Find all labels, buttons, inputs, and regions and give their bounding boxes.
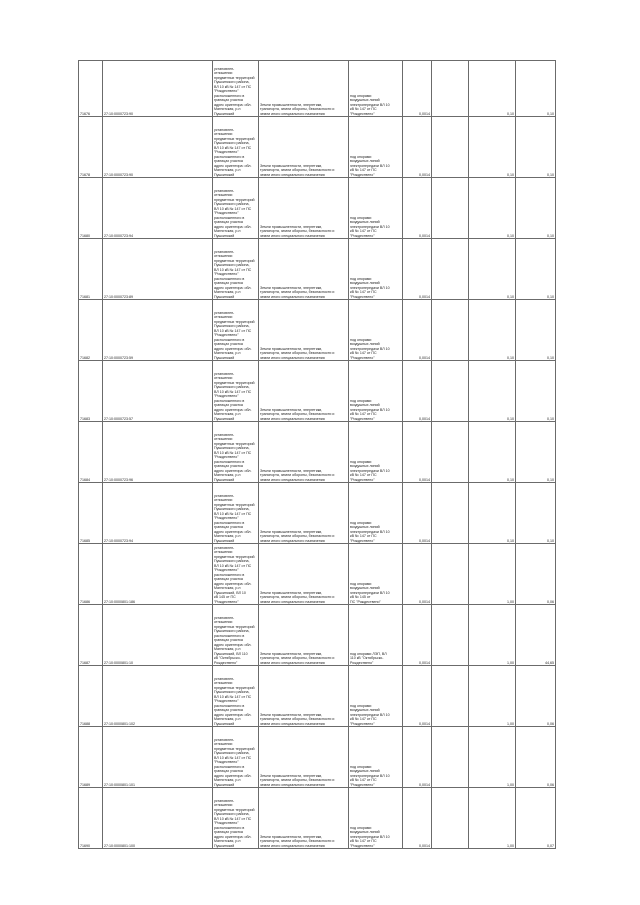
row-number: 71689: [79, 727, 103, 788]
permitted-use: под опорами воздушных линий электропередачи ВЛ 10 кВ № 147 от ПС "Рождествено": [349, 422, 403, 483]
empty-cell: [432, 544, 469, 605]
permitted-use: под опорами воздушных линий электропередачи ВЛ 10 кВ № 147 от ПС "Рождествено": [349, 239, 403, 300]
land-category: Земли промышленности, энергетики, транспорта, земли обороны, безопасности и земли иного специального назначения: [259, 178, 349, 239]
value-cell: 0,10: [469, 178, 516, 239]
empty-cell: [432, 300, 469, 361]
land-category: Земли промышленности, энергетики, транспорта, земли обороны, безопасности и земли иного специального назначения: [259, 666, 349, 727]
row-number: 71681: [79, 239, 103, 300]
empty-cell: [432, 666, 469, 727]
cadastral-number: 27:10:0000723:89: [103, 239, 213, 300]
table-row: [79, 61, 556, 117]
permitted-use: под опорами воздушных линий электропередачи ВЛ 10 кВ № 147 от ПС "Рождествено": [349, 117, 403, 178]
land-category: Земли промышленности, энергетики, транспорта, земли обороны, безопасности и земли иного специального назначения: [259, 117, 349, 178]
value-cell: 0,10: [469, 422, 516, 483]
location-description: установлен- отношении предметных территорий Пушкинского района, ВЛ 10 кВ № 147 от ПС "Рождествено" расположенного в границах участка адрес ориентира: обл. Магнитская, р-н Пушкинский: [213, 239, 259, 300]
area-value: 0,0014: [403, 61, 432, 117]
value-cell: 0,10: [516, 300, 556, 361]
row-number: 71676: [79, 61, 103, 117]
table-row: [79, 422, 556, 483]
row-number: 71687: [79, 605, 103, 666]
row-number: 71684: [79, 422, 103, 483]
row-number: 71682: [79, 300, 103, 361]
value-cell: 0,06: [516, 666, 556, 727]
value-cell: 0,07: [516, 788, 556, 849]
row-number: 71678: [79, 117, 103, 178]
cadastral-number: 27:10:0000723:94: [103, 178, 213, 239]
table-row: [79, 483, 556, 544]
value-cell: 1,00: [469, 727, 516, 788]
value-cell: 0,10: [516, 61, 556, 117]
cadastral-number: 27:10:0000723:90: [103, 117, 213, 178]
value-cell: 0,10: [469, 300, 516, 361]
value-cell: 0,10: [516, 483, 556, 544]
area-value: 0,0014: [403, 788, 432, 849]
land-category: Земли промышленности, энергетики, транспорта, земли обороны, безопасности и земли иного специального назначения: [259, 239, 349, 300]
row-number: 71685: [79, 483, 103, 544]
value-cell: 0,10: [469, 117, 516, 178]
value-cell: 0,10: [469, 61, 516, 117]
table-row: [79, 788, 556, 849]
value-cell: 0,10: [516, 178, 556, 239]
location-description: установлен- отношении предметных территорий Пушкинского района, ВЛ 10 кВ № 147 от ПС "Рождествено" расположенного в границах участка адрес ориентира: обл. Магнитская, р-н Пушкинский: [213, 178, 259, 239]
empty-cell: [432, 483, 469, 544]
value-cell: 0,10: [469, 239, 516, 300]
location-description: установлен- отношении предметных территорий Пушкинского района, ВЛ 10 кВ № 147 от ПС "Рождествено" расположенного в границах участка адрес ориентира: обл. Магнитская, р-н Пушкинский: [213, 666, 259, 727]
permitted-use: под опорами воздушных линий электропередачи ВЛ 10 кВ № 147 от ПС "Рождествено": [349, 666, 403, 727]
land-category: Земли промышленности, энергетики, транспорта, земли обороны, безопасности и земли иного специального назначения: [259, 61, 349, 117]
permitted-use: под опорами воздушных линий электропередачи ВЛ 10 кВ № 147 от ПС "Рождествено": [349, 178, 403, 239]
land-category: Земли промышленности, энергетики, транспорта, земли обороны, безопасности и земли иного специального назначения: [259, 788, 349, 849]
table-row: [79, 239, 556, 300]
value-cell: 0,06: [516, 727, 556, 788]
value-cell: 44,65: [516, 605, 556, 666]
row-number: 71683: [79, 361, 103, 422]
row-number: 71688: [79, 666, 103, 727]
permitted-use: под опорами воздушных линий электропередачи ВЛ 10 кВ № 147 от ПС "Рождествено": [349, 788, 403, 849]
value-cell: 0,10: [516, 239, 556, 300]
location-description: установлен- отношении предметных территорий Пушкинского района, ВЛ 10 кВ № 147 от ПС "Рождествено" расположенного в границах участка адрес ориентира: обл. Магнитская, р-н Пушкинский: [213, 117, 259, 178]
value-cell: 0,10: [516, 422, 556, 483]
empty-cell: [432, 178, 469, 239]
permitted-use: под опорами воздушных линий электропередачи ВЛ 10 кВ № 147 от ПС "Рождествено": [349, 61, 403, 117]
land-plot-table: [78, 60, 556, 849]
cadastral-number: 27:10:0000723:90: [103, 61, 213, 117]
location-description: установлен- отношении предметных территорий Пушкинского района, ВЛ 10 кВ № 147 от ПС "Рождествено" расположенного в границах участка адрес ориентира: обл. Магнитская, р-н Пушкинский: [213, 361, 259, 422]
cadastral-number: 27:10:0000801:100: [103, 788, 213, 849]
value-cell: 0,10: [469, 361, 516, 422]
table-row: [79, 544, 556, 605]
table-row: [79, 666, 556, 727]
cadastral-number: 27:10:0000723:96: [103, 422, 213, 483]
empty-cell: [432, 361, 469, 422]
value-cell: 1,00: [469, 605, 516, 666]
permitted-use: под опорами воздушных линий электропередачи ВЛ 10 кВ № 147 от ПС "Рождествено": [349, 361, 403, 422]
value-cell: 1,00: [469, 788, 516, 849]
table-row: [79, 361, 556, 422]
location-description: установлен- отношении предметных территорий Пушкинского района, ВЛ 10 кВ № 147 от ПС "Рождествено" расположенного в границах участка адрес ориентира: обл. Магнитская, р-н Пушкинский: [213, 788, 259, 849]
area-value: 0,0014: [403, 422, 432, 483]
area-value: 0,0014: [403, 300, 432, 361]
empty-cell: [432, 239, 469, 300]
permitted-use: под опорами воздушных линий электропередачи ВЛ 10 кВ № 147 от ПС "Рождествено": [349, 483, 403, 544]
area-value: 0,0014: [403, 727, 432, 788]
empty-cell: [432, 788, 469, 849]
cadastral-number: 27:10:0000801:186: [103, 544, 213, 605]
land-category: Земли промышленности, энергетики, транспорта, земли обороны, безопасности и земли иного специального назначения: [259, 727, 349, 788]
empty-cell: [432, 422, 469, 483]
cadastral-number: 27:10:0000723:94: [103, 483, 213, 544]
area-value: 0,0014: [403, 361, 432, 422]
area-value: 0,0014: [403, 605, 432, 666]
land-category: Земли промышленности, энергетики, транспорта, земли обороны, безопасности и земли иного специального назначения: [259, 422, 349, 483]
area-value: 0,0014: [403, 483, 432, 544]
cadastral-number: 27:10:0000723:57: [103, 361, 213, 422]
empty-cell: [432, 117, 469, 178]
row-number: 71690: [79, 788, 103, 849]
permitted-use: под опорами воздушных линий электропередачи ВЛ 10 кВ № 147 от ПС "Рождествено": [349, 300, 403, 361]
cadastral-number: 27:10:0000723:59: [103, 300, 213, 361]
location-description: установлен- отношении предметных территорий Пушкинского района, ВЛ 10 кВ № 147 от ПС "Рождествено" расположенного в границах участка адрес ориентира: обл. Магнитская, р-н Пушкинский: [213, 300, 259, 361]
value-cell: 0,10: [516, 117, 556, 178]
empty-cell: [432, 61, 469, 117]
area-value: 0,0014: [403, 117, 432, 178]
location-description: установлен- отношении предметных территорий Пушкинского района, ВЛ 10 кВ № 147 от ПС "Рождествено" расположенного в границах участка адрес ориентира: обл. Магнитская, р-н Пушкинский, ВЛ 10 кВ 145 от ПС "Рождествено": [213, 544, 259, 605]
land-category: Земли промышленности, энергетики, транспорта, земли обороны, безопасности и земли иного специального назначения: [259, 544, 349, 605]
permitted-use: под опорами воздушных линий электропередачи ВЛ 10 кВ № 145 от ПС "Рождествено": [349, 544, 403, 605]
location-description: установлен- отношении предметных территорий Пушкинского района, расположенного в границах участка адрес ориентира: обл. Магнитская, р-н Пушкинский, ВЛ 110 кВ "Октябрьско- Рождествено": [213, 605, 259, 666]
empty-cell: [432, 727, 469, 788]
land-category: Земли промышленности, энергетики, транспорта, земли обороны, безопасности и земли иного специального назначения: [259, 483, 349, 544]
land-category: Земли промышленности, энергетики, транспорта, земли обороны, безопасности и земли иного специального назначения: [259, 300, 349, 361]
location-description: установлен- отношении предметных территорий Пушкинского района, ВЛ 10 кВ № 147 от ПС "Рождествено" расположенного в границах участка адрес ориентира: обл. Магнитская, р-н Пушкинский: [213, 61, 259, 117]
value-cell: 1,00: [469, 544, 516, 605]
table-row: [79, 300, 556, 361]
value-cell: 0,10: [469, 483, 516, 544]
land-category: Земли промышленности, энергетики, транспорта, земли обороны, безопасности и земли иного специального назначения: [259, 605, 349, 666]
cadastral-number: 27:10:0000801:10: [103, 605, 213, 666]
area-value: 0,0014: [403, 544, 432, 605]
location-description: установлен- отношении предметных территорий Пушкинского района, ВЛ 10 кВ № 147 от ПС "Рождествено" расположенного в границах участка адрес ориентира: обл. Магнитская, р-н Пушкинский: [213, 483, 259, 544]
permitted-use: под опорами ЛЭП, ВЛ 110 кВ "Октябрьско- Рождествено": [349, 605, 403, 666]
value-cell: 0,10: [516, 361, 556, 422]
table-row: [79, 178, 556, 239]
land-category: Земли промышленности, энергетики, транспорта, земли обороны, безопасности и земли иного специального назначения: [259, 361, 349, 422]
permitted-use: под опорами воздушных линий электропередачи ВЛ 10 кВ № 147 от ПС "Рождествено": [349, 727, 403, 788]
table-row: [79, 605, 556, 666]
location-description: установлен- отношении предметных территорий Пушкинского района, ВЛ 10 кВ № 147 от ПС "Рождествено" расположенного в границах участка адрес ориентира: обл. Магнитская, р-н Пушкинский: [213, 422, 259, 483]
cadastral-number: 27:10:0000801:102: [103, 666, 213, 727]
value-cell: 1,00: [469, 666, 516, 727]
area-value: 0,0014: [403, 666, 432, 727]
area-value: 0,0014: [403, 239, 432, 300]
table-body: [79, 61, 556, 849]
table-row: [79, 727, 556, 788]
empty-cell: [432, 605, 469, 666]
row-number: 71686: [79, 544, 103, 605]
cadastral-number: 27:10:0000801:101: [103, 727, 213, 788]
location-description: установлен- отношении предметных территорий Пушкинского района, ВЛ 10 кВ № 147 от ПС "Рождествено" расположенного в границах участка адрес ориентира: обл. Магнитская, р-н Пушкинский: [213, 727, 259, 788]
value-cell: 0,06: [516, 544, 556, 605]
area-value: 0,0014: [403, 178, 432, 239]
row-number: 71680: [79, 178, 103, 239]
table-row: [79, 117, 556, 178]
